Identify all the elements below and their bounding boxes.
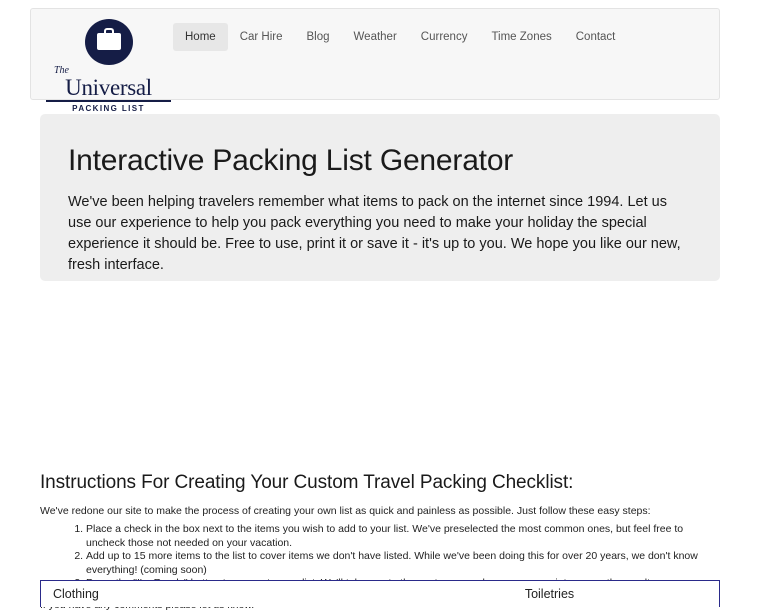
instructions-title: Instructions For Creating Your Custom Travel Packing Checklist: [40,472,574,493]
logo-main-text: Universal [46,76,171,102]
briefcase-icon [81,19,137,65]
page-title: Interactive Packing List Generator [68,144,514,177]
nav-item-weather[interactable]: Weather [353,31,397,43]
hero-banner [40,114,720,281]
site-header [30,8,720,113]
nav-item-time-zones[interactable]: Time Zones [491,31,552,43]
nav-item-blog[interactable]: Blog [306,31,330,43]
nav-item-car-hire[interactable]: Car Hire [239,31,283,43]
site-logo[interactable] [46,13,171,113]
instructions-intro: We've redone our site to make the process of creating your own list as quick and painless as possible. Just follow these easy steps: [40,505,651,517]
nav-item-currency[interactable]: Currency [420,31,468,43]
hero-description: We've been helping travelers remember what items to pack on the internet since 1994. Let us use our experience to help you pack everything you need to make your holiday the special experience it should be. Free to use, print it or save it - it's up to you. We hope you like our new, fresh interface. [68,194,681,273]
nav-item-home[interactable]: Home [173,23,228,51]
instructions-step: 1. Place a check in the box next to the items you wish to add to your list. We've preselected the most common ones, but feel free to uncheck those not needed on your vacation. [86,523,720,550]
logo-the-text: The [54,65,69,76]
main-navigation [173,23,627,51]
logo-sub-text: PACKING LIST [72,104,145,113]
instructions-step: 2. Add up to 15 more items to the list to cover items we don't have listed. While we've been doing this for over 20 years, we don't know everything! (coming soon) [86,550,720,577]
column-header-toiletries: Toiletries [524,587,575,601]
packing-list-table [40,580,720,607]
column-header-clothing: Clothing [53,587,99,601]
nav-item-contact[interactable]: Contact [575,31,616,43]
